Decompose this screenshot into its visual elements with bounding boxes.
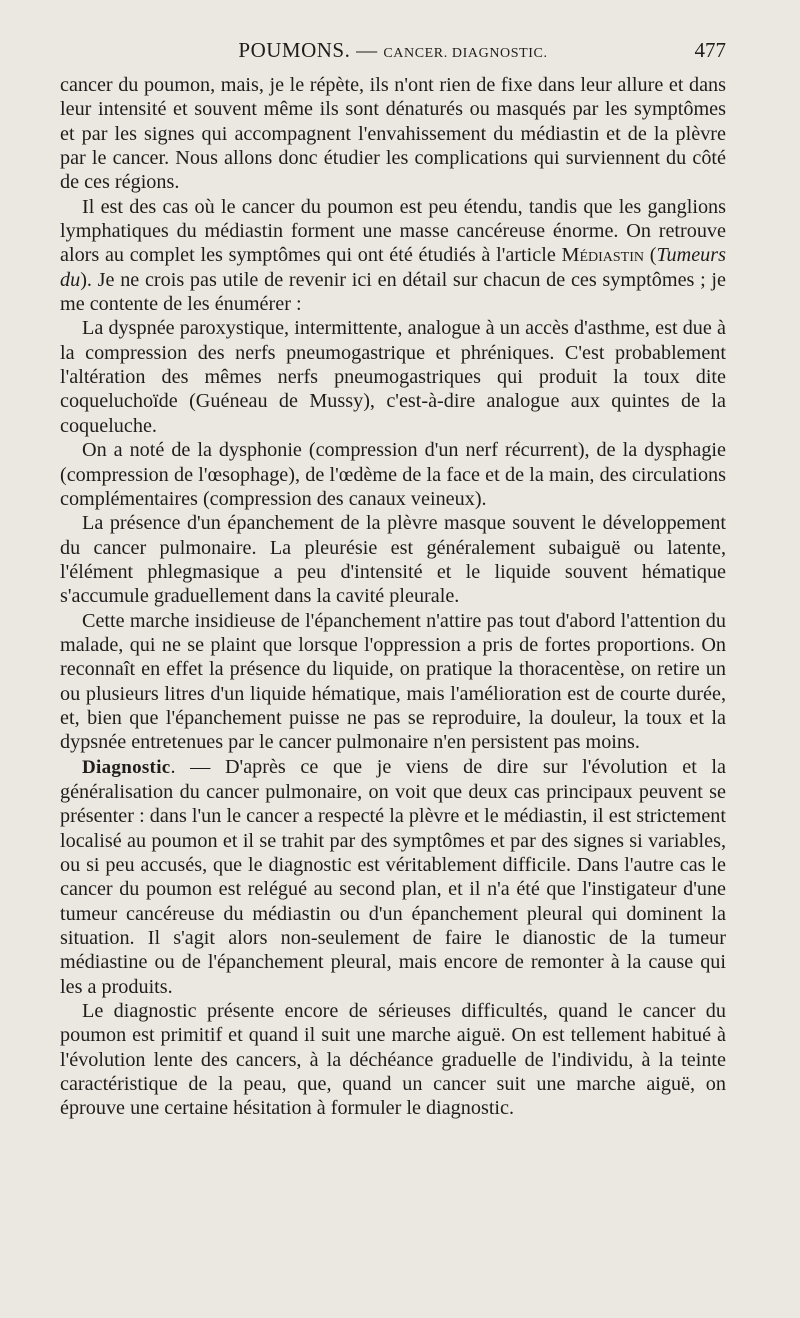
running-header	[60, 38, 726, 68]
paragraph-2-text-a: Il est des cas où le cancer du poumon est peu étendu, tandis que les ganglions lymphatiques du médiastin forment une masse cancéreuse énorme. On retrouve alors au complet les symptômes qui ont été étudiés à l'article	[60, 195, 726, 267]
paragraph-1: cancer du poumon, mais, je le répète, ils n'ont rien de fixe dans leur allure et dans leur intensité et souvent même ils sont dénaturés ou masqués par les symptômes et par les signes qui accompagnent l'envahissement du médiastin et de la plèvre par le cancer. Nous allons donc étudier les complications qui surviennent du côté de ces régions.	[60, 74, 726, 194]
page-number: 477	[694, 38, 726, 62]
paragraph-8: Le diagnostic présente encore de sérieuses difficultés, quand le cancer du poumon est primitif et quand il suit une marche aiguë. On est tellement habitué à l'évolution lente des cancers, à la déchéance graduelle de l'individu, à la teinte caractéristique de la peau, que, quand un cancer suit une marche aiguë, on éprouve une certaine hésitation à formuler le diagnostic.	[60, 1000, 726, 1120]
running-title-subtitle: CANCER. DIAGNOSTIC.	[383, 46, 548, 61]
paragraph-2-text-b: (	[644, 244, 657, 267]
paragraph-2-text-c: ). Je ne crois pas utile de revenir ici en détail sur chacun de ces symptômes ; je me contente de les énumérer :	[60, 268, 726, 316]
paragraph-3: La dyspnée paroxystique, intermittente, analogue à un accès d'asthme, est due à la compression des nerfs pneumogastrique et phréniques. C'est probablement l'altération des mêmes nerfs pneumogastriques qui produit la toux dite coqueluchoïde (Guéneau de Mussy), c'est-à-dire analogue aux quintes de la coqueluche.	[60, 317, 726, 437]
paragraph-7-text: . — D'après ce que je viens de dire sur l'évolution et la généralisation du cancer pulmonaire, on voit que deux cas principaux peuvent se présenter : dans l'un le cancer a respecté la plèvre et le médiastin, il est strictement localisé au poumon et il se trahit par des symptômes et par des signes si variables, ou si peu accusés, que le diagnostic est véritablement difficile. Dans l'autre cas le cancer du poumon est relégué au second plan, et il n'a été que l'instigateur d'une tumeur cancéreuse du médiastin ou d'un épanchement pleural qui dominent la situation. Il s'agit alors non-seulement de faire le dianostic de la tumeur médiastine ou de l'épanchement pleural, mais encore de remonter à la cause qui les a produits.	[60, 755, 726, 998]
running-title	[60, 38, 726, 63]
section-heading: Diagnostic	[82, 756, 171, 778]
body-text	[60, 73, 726, 1121]
paragraph-2	[60, 195, 726, 317]
paragraph-7	[60, 755, 726, 999]
paragraph-5: La présence d'un épanchement de la plèvre masque souvent le développement du cancer pulmonaire. La pleurésie est généralement subaiguë ou latente, l'élément phlegmasique a peu d'intensité et le liquide souvent hématique s'accumule graduellement dans la cavité pleurale.	[60, 512, 726, 608]
paragraph-4: On a noté de la dysphonie (compression d'un nerf récurrent), de la dysphagie (compression de l'œsophage), de l'œdème de la face et de la main, des circulations complémentaires (compression des canaux veineux).	[60, 439, 726, 510]
cross-reference: Médiastin	[561, 244, 644, 267]
running-title-main: POUMONS. —	[238, 38, 384, 62]
paragraph-6: Cette marche insidieuse de l'épanchement n'attire pas tout d'abord l'attention du malade, qui ne se plaint que lorsque l'oppression a pris de fortes proportions. On reconnaît en effet la présence du liquide, on pratique la thoracentèse, on retire un ou plusieurs litres d'un liquide hématique, mais l'amélioration est de courte durée, et, bien que l'épanchement puisse ne pas se reproduire, la douleur, la toux et la dypsnée entretenues par le cancer pulmonaire n'en persistent pas moins.	[60, 609, 726, 754]
cross-reference-subtitle: Tumeurs du	[60, 244, 726, 291]
